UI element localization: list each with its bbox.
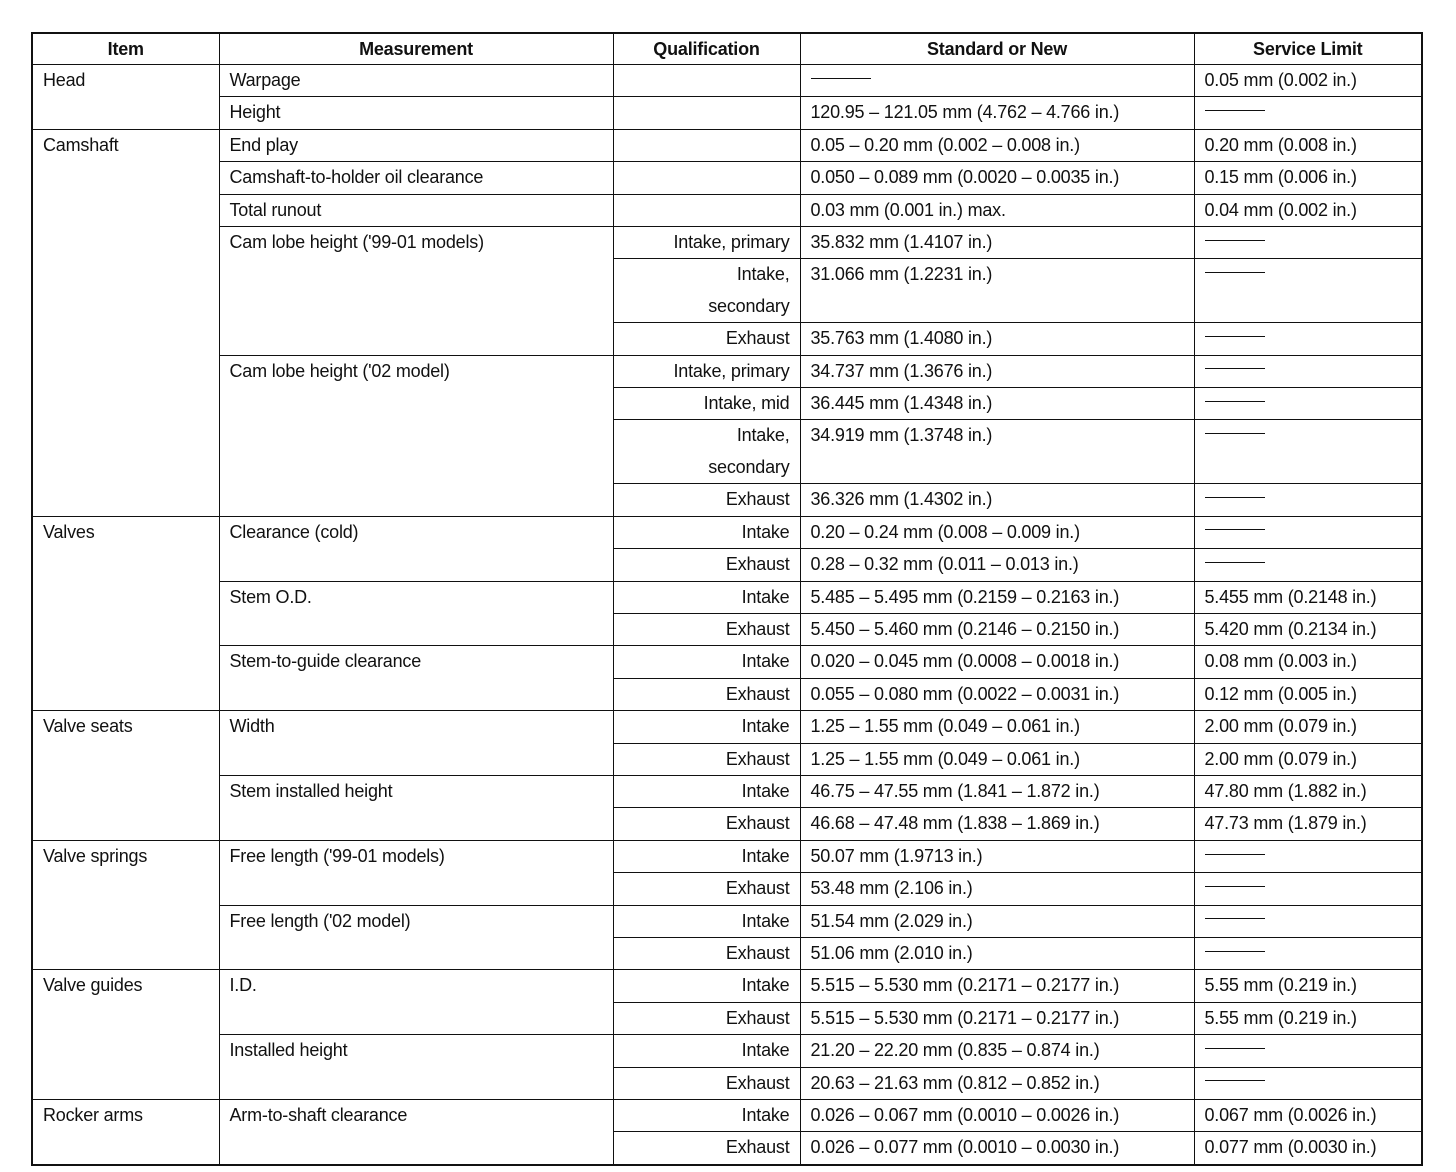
item-cell: Valve guides — [32, 970, 219, 1100]
standard-value-cell: 0.05 – 0.20 mm (0.002 – 0.008 in.) — [800, 129, 1194, 161]
service-limit-cell: 0.12 mm (0.005 in.) — [1194, 678, 1422, 710]
standard-value-cell: 21.20 – 22.20 mm (0.835 – 0.874 in.) — [800, 1035, 1194, 1067]
qualification-cell: Intake — [613, 905, 800, 937]
item-cell: Camshaft — [32, 129, 219, 516]
qualification-cell: Exhaust — [613, 743, 800, 775]
qualification-cell: Intake — [613, 775, 800, 807]
standard-value-cell: 0.020 – 0.045 mm (0.0008 – 0.0018 in.) — [800, 646, 1194, 678]
qualification-cell: Intake — [613, 646, 800, 678]
qualification-cell: Intake, mid — [613, 388, 800, 420]
not-applicable-dash — [1205, 951, 1265, 952]
standard-value-cell: 0.055 – 0.080 mm (0.0022 – 0.0031 in.) — [800, 678, 1194, 710]
measurement-cell: Installed height — [219, 1035, 613, 1100]
not-applicable-dash — [1205, 336, 1265, 337]
table-body — [32, 65, 1422, 1165]
service-limit-cell: 0.067 mm (0.0026 in.) — [1194, 1100, 1422, 1132]
standard-value-cell: 0.026 – 0.077 mm (0.0010 – 0.0030 in.) — [800, 1132, 1194, 1165]
qualification-cell: Exhaust — [613, 678, 800, 710]
qualification-cell: Exhaust — [613, 873, 800, 905]
not-applicable-dash — [1205, 433, 1265, 434]
service-limit-cell — [1194, 1035, 1422, 1067]
standard-value-cell: 34.737 mm (1.3676 in.) — [800, 355, 1194, 387]
service-limit-cell: 47.80 mm (1.882 in.) — [1194, 775, 1422, 807]
item-cell: Valves — [32, 516, 219, 710]
item-cell: Valve seats — [32, 711, 219, 841]
table-row — [32, 581, 1422, 613]
service-limit-cell — [1194, 420, 1422, 484]
standard-value-cell: 20.63 – 21.63 mm (0.812 – 0.852 in.) — [800, 1067, 1194, 1099]
qualification-cell: Intake — [613, 711, 800, 743]
not-applicable-dash — [1205, 918, 1265, 919]
table-row — [32, 646, 1422, 678]
measurement-cell: Width — [219, 711, 613, 776]
standard-value-cell: 5.485 – 5.495 mm (0.2159 – 0.2163 in.) — [800, 581, 1194, 613]
standard-value-cell: 46.68 – 47.48 mm (1.838 – 1.869 in.) — [800, 808, 1194, 840]
qualification-cell: Exhaust — [613, 937, 800, 969]
measurement-cell: Warpage — [219, 65, 613, 97]
measurement-cell: Stem-to-guide clearance — [219, 646, 613, 711]
not-applicable-dash — [1205, 272, 1265, 273]
service-limit-cell: 5.420 mm (0.2134 in.) — [1194, 613, 1422, 645]
service-limit-cell: 5.455 mm (0.2148 in.) — [1194, 581, 1422, 613]
standard-value-cell: 5.515 – 5.530 mm (0.2171 – 0.2177 in.) — [800, 970, 1194, 1002]
qualification-cell: Intake — [613, 840, 800, 872]
measurement-cell: Cam lobe height ('99-01 models) — [219, 227, 613, 356]
measurement-cell: Stem installed height — [219, 775, 613, 840]
specifications-table — [31, 32, 1423, 1166]
qualification-cell: Intake, secondary — [613, 420, 800, 484]
not-applicable-dash — [1205, 562, 1265, 563]
table-row — [32, 97, 1422, 129]
qualification-cell: Intake, secondary — [613, 259, 800, 323]
measurement-cell: Cam lobe height ('02 model) — [219, 355, 613, 516]
header-service-limit: Service Limit — [1194, 33, 1422, 65]
table-row — [32, 227, 1422, 259]
standard-value-cell: 120.95 – 121.05 mm (4.762 – 4.766 in.) — [800, 97, 1194, 129]
service-limit-cell — [1194, 840, 1422, 872]
not-applicable-dash — [1205, 401, 1265, 402]
qualification-cell: Exhaust — [613, 484, 800, 516]
item-cell: Valve springs — [32, 840, 219, 970]
measurement-cell: Stem O.D. — [219, 581, 613, 646]
not-applicable-dash — [1205, 1048, 1265, 1049]
measurement-cell: Arm-to-shaft clearance — [219, 1100, 613, 1165]
table-row — [32, 129, 1422, 161]
service-limit-cell: 5.55 mm (0.219 in.) — [1194, 1002, 1422, 1034]
table-row — [32, 1035, 1422, 1067]
service-limit-cell: 47.73 mm (1.879 in.) — [1194, 808, 1422, 840]
qualification-cell: Exhaust — [613, 549, 800, 581]
service-limit-cell — [1194, 227, 1422, 259]
qualification-cell — [613, 162, 800, 194]
standard-value-cell: 31.066 mm (1.2231 in.) — [800, 259, 1194, 323]
qualification-cell: Exhaust — [613, 1067, 800, 1099]
standard-value-cell: 5.450 – 5.460 mm (0.2146 – 0.2150 in.) — [800, 613, 1194, 645]
standard-value-cell: 0.03 mm (0.001 in.) max. — [800, 194, 1194, 226]
standard-value-cell: 35.763 mm (1.4080 in.) — [800, 323, 1194, 355]
service-limit-cell — [1194, 323, 1422, 355]
service-limit-cell — [1194, 549, 1422, 581]
header-row — [32, 33, 1422, 65]
standard-value-cell: 46.75 – 47.55 mm (1.841 – 1.872 in.) — [800, 775, 1194, 807]
measurement-cell: Free length ('02 model) — [219, 905, 613, 970]
not-applicable-dash — [1205, 529, 1265, 530]
table-row — [32, 711, 1422, 743]
qualification-cell: Intake — [613, 581, 800, 613]
service-limit-cell: 2.00 mm (0.079 in.) — [1194, 743, 1422, 775]
header-item: Item — [32, 33, 219, 65]
qualification-cell: Exhaust — [613, 808, 800, 840]
item-cell: Rocker arms — [32, 1100, 219, 1165]
not-applicable-dash — [1205, 368, 1265, 369]
qualification-cell: Intake, primary — [613, 355, 800, 387]
service-limit-cell — [1194, 97, 1422, 129]
measurement-cell: Clearance (cold) — [219, 516, 613, 581]
not-applicable-dash — [1205, 1080, 1265, 1081]
qualification-cell: Intake — [613, 516, 800, 548]
qualification-cell — [613, 129, 800, 161]
standard-value-cell: 36.326 mm (1.4302 in.) — [800, 484, 1194, 516]
service-limit-cell: 0.08 mm (0.003 in.) — [1194, 646, 1422, 678]
table-row — [32, 194, 1422, 226]
qualification-cell: Intake — [613, 970, 800, 1002]
service-limit-cell — [1194, 937, 1422, 969]
service-limit-cell: 2.00 mm (0.079 in.) — [1194, 711, 1422, 743]
standard-value-cell: 53.48 mm (2.106 in.) — [800, 873, 1194, 905]
header-standard: Standard or New — [800, 33, 1194, 65]
measurement-cell: Total runout — [219, 194, 613, 226]
qualification-cell: Intake — [613, 1100, 800, 1132]
measurement-cell: Free length ('99-01 models) — [219, 840, 613, 905]
standard-value-cell: 0.28 – 0.32 mm (0.011 – 0.013 in.) — [800, 549, 1194, 581]
service-limit-cell — [1194, 873, 1422, 905]
qualification-cell — [613, 65, 800, 97]
service-limit-cell — [1194, 484, 1422, 516]
standard-value-cell: 34.919 mm (1.3748 in.) — [800, 420, 1194, 484]
service-limit-cell: 0.20 mm (0.008 in.) — [1194, 129, 1422, 161]
service-limit-cell — [1194, 259, 1422, 323]
qualification-cell: Exhaust — [613, 1002, 800, 1034]
not-applicable-dash — [1205, 886, 1265, 887]
standard-value-cell: 1.25 – 1.55 mm (0.049 – 0.061 in.) — [800, 743, 1194, 775]
service-limit-cell — [1194, 388, 1422, 420]
standard-value-cell: 0.026 – 0.067 mm (0.0010 – 0.0026 in.) — [800, 1100, 1194, 1132]
qualification-cell — [613, 97, 800, 129]
table-row — [32, 516, 1422, 548]
service-limit-cell: 5.55 mm (0.219 in.) — [1194, 970, 1422, 1002]
header-qualification: Qualification — [613, 33, 800, 65]
qualification-cell: Exhaust — [613, 613, 800, 645]
standard-value-cell: 51.54 mm (2.029 in.) — [800, 905, 1194, 937]
not-applicable-dash — [1205, 854, 1265, 855]
service-limit-cell — [1194, 1067, 1422, 1099]
not-applicable-dash — [811, 78, 871, 79]
service-limit-cell: 0.077 mm (0.0030 in.) — [1194, 1132, 1422, 1165]
not-applicable-dash — [1205, 497, 1265, 498]
standard-value-cell: 35.832 mm (1.4107 in.) — [800, 227, 1194, 259]
standard-value-cell: 5.515 – 5.530 mm (0.2171 – 0.2177 in.) — [800, 1002, 1194, 1034]
header-measurement: Measurement — [219, 33, 613, 65]
standard-value-cell: 50.07 mm (1.9713 in.) — [800, 840, 1194, 872]
table-row — [32, 905, 1422, 937]
standard-value-cell: 36.445 mm (1.4348 in.) — [800, 388, 1194, 420]
qualification-cell: Exhaust — [613, 323, 800, 355]
standard-value-cell: 0.20 – 0.24 mm (0.008 – 0.009 in.) — [800, 516, 1194, 548]
table-row — [32, 1100, 1422, 1132]
service-limit-cell: 0.05 mm (0.002 in.) — [1194, 65, 1422, 97]
table-row — [32, 840, 1422, 872]
table-row — [32, 65, 1422, 97]
service-limit-cell — [1194, 516, 1422, 548]
standard-value-cell: 0.050 – 0.089 mm (0.0020 – 0.0035 in.) — [800, 162, 1194, 194]
table-row — [32, 355, 1422, 387]
measurement-cell: Camshaft-to-holder oil clearance — [219, 162, 613, 194]
service-limit-cell: 0.15 mm (0.006 in.) — [1194, 162, 1422, 194]
service-limit-cell: 0.04 mm (0.002 in.) — [1194, 194, 1422, 226]
service-limit-cell — [1194, 355, 1422, 387]
measurement-cell: End play — [219, 129, 613, 161]
table-row — [32, 775, 1422, 807]
standard-value-cell: 51.06 mm (2.010 in.) — [800, 937, 1194, 969]
measurement-cell: I.D. — [219, 970, 613, 1035]
qualification-cell: Exhaust — [613, 1132, 800, 1165]
service-limit-cell — [1194, 905, 1422, 937]
item-cell: Head — [32, 65, 219, 130]
table-row — [32, 970, 1422, 1002]
table-row — [32, 162, 1422, 194]
not-applicable-dash — [1205, 240, 1265, 241]
qualification-cell: Intake, primary — [613, 227, 800, 259]
measurement-cell: Height — [219, 97, 613, 129]
qualification-cell — [613, 194, 800, 226]
standard-value-cell: 1.25 – 1.55 mm (0.049 – 0.061 in.) — [800, 711, 1194, 743]
not-applicable-dash — [1205, 110, 1265, 111]
standard-value-cell — [800, 65, 1194, 97]
qualification-cell: Intake — [613, 1035, 800, 1067]
